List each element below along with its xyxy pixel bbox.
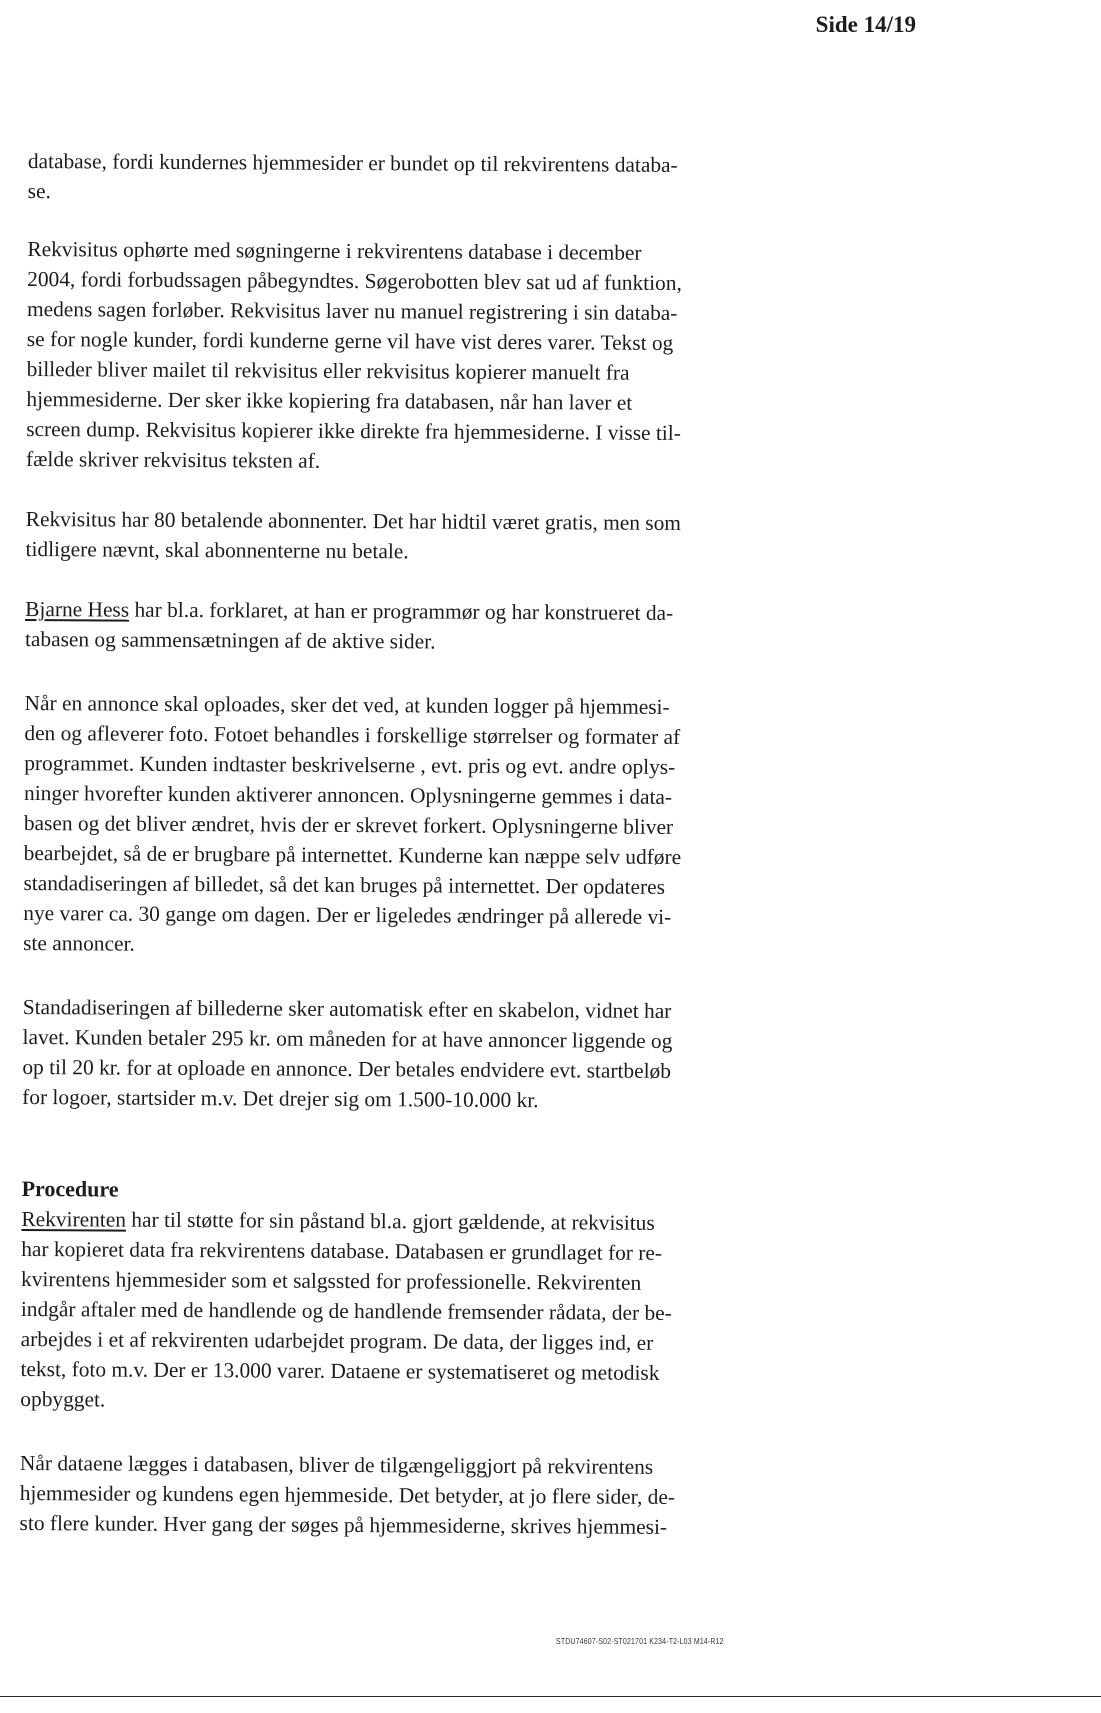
paragraph-8 [19,1448,790,1543]
page-number: Side 14/19 [815,12,916,37]
document-reference-code: STDU74607-S02-ST021701 K234-T2-L03 M14-R12 [556,1636,724,1646]
text-line: Standadiseringen af billederne sker automatisk efter en skabelon, vidnet har [22,994,672,1023]
text-line: nye varer ca. 30 gange om dagen. Der er ligeledes ændringer på allerede vi- [23,900,672,929]
text-line: ste annoncer. [23,930,135,956]
paragraph-7 [20,1204,791,1419]
text-line: sto flere kunder. Hver gang der søges på hjemmesiderne, skrives hjemmesi- [19,1510,668,1539]
text-line: den og afleverer foto. Fotoet behandles i forskellige størrelser og formater af [24,720,681,749]
text-line: ninger hvorefter kunden aktiverer annoncen. Oplysningerne gemmes i data- [23,780,673,809]
text-line: Når en annonce skal oploades, sker det ved, at kunden logger på hjemmesi- [24,690,670,719]
text-line: tabasen og sammensætningen af de aktive sider. [24,626,436,654]
text-line: screen dump. Rekvisitus kopierer ikke direkte fra hjemmesiderne. I visse til- [26,416,681,445]
text-span: har bl.a. forklaret, at han er programmør og har konstrueret da- [129,597,674,625]
paragraph-3 [25,504,795,569]
paragraph-6 [22,992,793,1117]
text-line: Når dataene lægges i databasen, bliver de tilgængeliggjort på rekvirentens [19,1450,654,1479]
paragraph-1 [28,146,798,211]
text-line: lavet. Kunden betaler 295 kr. om måneden for at have annoncer liggende og [22,1024,673,1053]
text-line [21,1204,791,1239]
text-line: kvirentens hjemmesider som et salgssted for professionelle. Rekvirenten [21,1266,642,1295]
section-heading: Procedure [21,1175,119,1202]
paragraph-4 [25,594,795,659]
text-line: hjemmesiderne. Der sker ikke kopiering fra databasen, når han laver et [26,386,633,415]
text-line: database, fordi kundernes hjemmesider er bundet op til rekvirentens databa- [27,148,678,177]
text-line: arbejdes i et af rekvirenten udarbejdet program. De data, der ligges ind, er [20,1326,654,1355]
document-body [19,146,797,1543]
text-line: se. [27,178,51,204]
text-span: har til støtte for sin påstand bl.a. gjort gældende, at rekvisitus [125,1207,655,1235]
text-line: programmet. Kunden indtaster beskrivelserne , evt. pris og evt. andre oplys- [24,750,676,779]
text-line [25,594,795,629]
text-line: medens sagen forløber. Rekvisitus laver nu manuel registrering i sin databa- [26,296,678,325]
party-name: Rekvirenten [21,1206,127,1232]
text-line: indgår aftaler med de handlende og de handlende fremsender rådata, der be- [20,1296,672,1325]
text-line: se for nogle kunder, fordi kunderne gerne vil have vist deres varer. Tekst og [26,326,674,355]
text-line: 2004, fordi forbudssagen påbegyndtes. Søgerobotten blev sat ud af funktion, [27,266,682,295]
text-line: Rekvisitus ophørte med søgningerne i rekvirentens database i december [27,236,642,265]
paragraph-5 [23,688,795,963]
paragraph-2 [26,234,797,479]
text-line: hjemmesider og kundens egen hjemmeside. Det betyder, at jo flere sider, de- [19,1480,676,1509]
text-line: tekst, foto m.v. Der er 13.000 varer. Dataene er systematiseret og metodisk [20,1356,660,1385]
text-line: for logoer, startsider m.v. Det drejer sig om 1.500-10.000 kr. [22,1084,539,1113]
text-line: tidligere nævnt, skal abonnenterne nu betale. [25,536,409,564]
text-line: bearbejdet, så de er brugbare på internettet. Kunderne kan næppe selv udføre [23,840,682,870]
text-line: standadiseringen af billedet, så det kan bruges på internettet. Der opdateres [23,870,666,899]
witness-name: Bjarne Hess [25,596,130,622]
page-bottom-rule [0,1696,1101,1697]
text-line: op til 20 kr. for at oploade en annonce. Der betales endvidere evt. startbeløb [22,1054,672,1083]
text-line: billeder bliver mailet til rekvisitus eller rekvisitus kopierer manuelt fra [26,356,630,385]
text-line: basen og det bliver ændret, hvis der er skrevet forkert. Oplysningerne bliver [23,810,674,839]
text-line: opbygget. [20,1386,106,1412]
text-line: fælde skriver rekvisitus teksten af. [26,446,321,473]
text-line: Rekvisitus har 80 betalende abonnenter. Det har hidtil været gratis, men som [25,506,682,535]
text-line: har kopieret data fra rekvirentens database. Databasen er grundlaget for re- [21,1236,663,1265]
